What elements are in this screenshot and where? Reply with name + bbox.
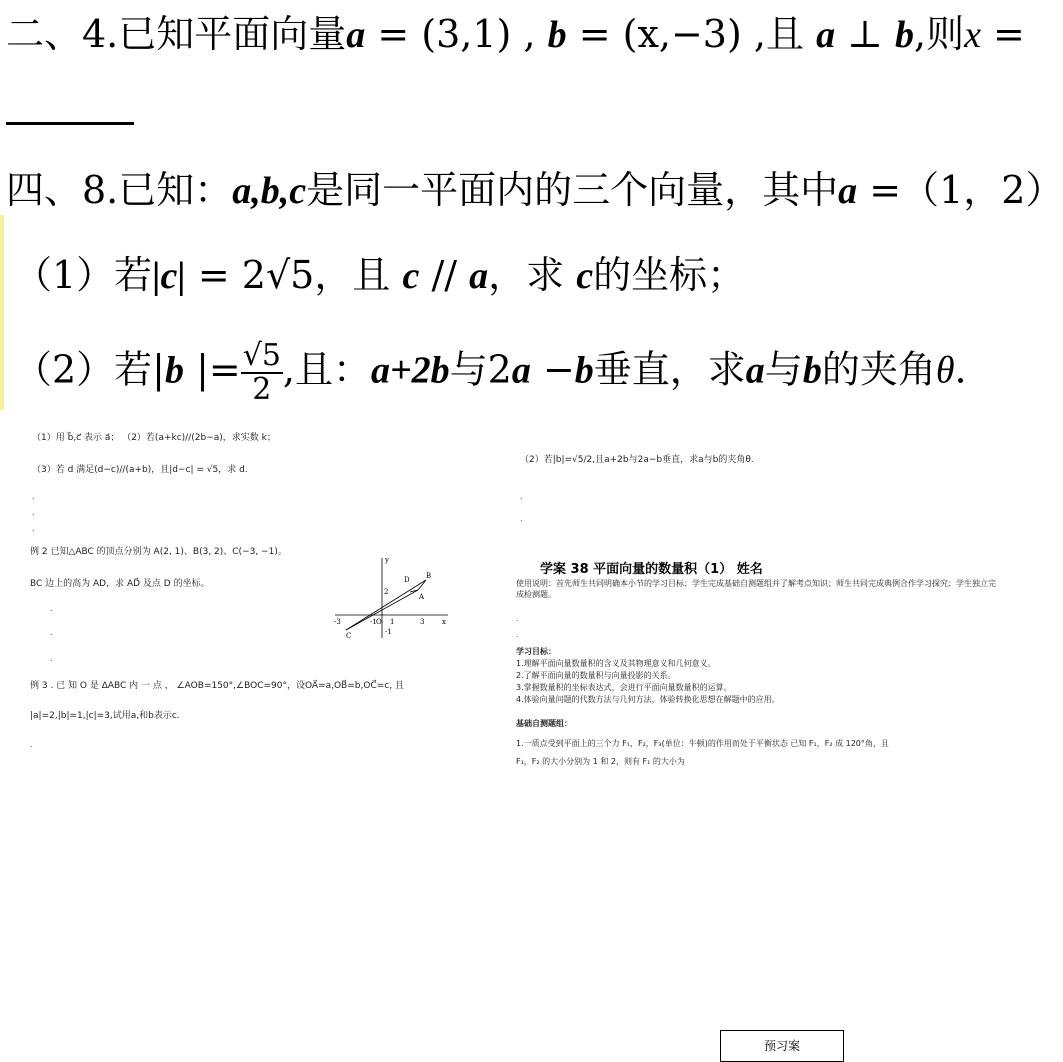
part2-minus: − [530,347,575,392]
goal-item: 1.理解平面向量数量积的含义及其物理意义和几何意义。 [516,659,716,668]
para-mark: . [32,524,35,533]
part1-label: （1）若 [14,253,153,297]
answer-blank-line [6,122,134,125]
q4-cond-b: b [894,14,914,56]
part2-vec-a2: a [511,349,531,392]
embedded-document [0,418,1024,1053]
example2-line1: 例 2 已知△ABC 的顶点分别为 A(2, 1)、B(3, 2)、C(−3, −1)。 [30,547,287,557]
para-mark: . [516,614,519,623]
graph-label: D [404,576,410,584]
example3-line1: 例 3 . 已 知 O 是 ΔABC 内 一 点 ， ∠AOB=150°,∠BOC=90°，设OA⃗=a,OB⃗=b,OC⃗=c, 且 [30,681,404,691]
q4-eq1: = (3,1) , [365,12,536,56]
lower-left-line1: （1）用 b⃗,c⃗ 表示 a⃗； （2）若(a+kc)//(2b−a)，求实数 k； [32,433,276,443]
graph-label: -1 [385,628,392,636]
goal-item: 4.体验向量问题的代数方法与几何方法，体验转换化思想在解题中的应用。 [516,695,780,704]
graph-label: O [376,618,382,626]
graph-label: 1 [390,618,395,626]
part2-text3: 垂直，求 [593,347,746,392]
graph-label: y [385,556,389,564]
graph-label: -1 [370,618,377,626]
q4-vec-b: b [547,14,567,56]
q4-line [6,12,1025,57]
graph-label: C [346,632,352,640]
part2-expr1: a+2b [371,349,450,392]
q4-text2: 且 [765,12,804,56]
part1-eq: = 2√5 [185,253,315,297]
part1-vec-c2: c [576,255,594,297]
part1-vec-c: c [402,255,420,297]
part2-fraction [241,340,283,406]
graph-label: -3 [334,618,341,626]
para-mark: . [50,604,53,613]
q4-vec-a: a [346,14,366,56]
part2-end: . [954,347,967,392]
q8-line [6,168,1063,213]
goal-item: 3.掌握数量积的坐标表达式，会进行平面向量数量积的运算。 [516,683,732,692]
worksheet-title: 学案 38 平面向量的数量积（1） 姓名 [540,562,763,577]
part2-abs-end: |= [183,347,241,392]
graph-label: A [419,593,425,601]
q8-abc: a,b,c [232,170,307,212]
q4-text3: ,则 [913,12,965,56]
q8-prefix: 四、8. [6,168,119,212]
para-mark: . [520,514,523,523]
q4-cond-a: a [816,14,836,56]
q4-eq3: = [980,12,1025,56]
left-accent-bar [0,215,4,410]
triangle-diagram [330,554,455,640]
lower-left-line2: （3）若 d 满足(d−c)//(a+b)，且|d−c| = √5，求 d. [32,465,248,475]
basic-title: 基础自测题组： [516,719,572,728]
goal-item: 2.了解平面向量的数量积与向量投影的关系。 [516,671,676,680]
part2-text5: 的夹角 [821,347,936,392]
q8-val: =（1，2） [857,168,1063,212]
part2-vec-b2: b [574,349,594,392]
part2-vec-a3: a [745,349,765,392]
basic-q1-line2: F₁，F₂ 的大小分别为 1 和 2，则有 F₁ 的大小为 [516,757,685,766]
part2-text1: ,且： [282,347,372,392]
para-mark: . [32,492,35,501]
q4-eq2: = (x,−3) , [566,12,766,56]
q8-text2: 是同一平面内的三个向量，其中 [306,168,839,212]
part2-label: （2）若| [14,347,165,392]
para-mark: . [50,654,53,663]
q8-vec-a: a [838,170,858,212]
side-ab [418,580,426,590]
para-mark: . [520,492,523,501]
graph-label: 3 [420,618,425,626]
part1-line [14,253,745,298]
fraction-numerator: √5 [242,338,281,373]
part2-text2: 与2 [449,347,512,392]
graph-label: B [426,572,432,580]
part2-vec-b3: b [802,349,822,392]
q4-text1: 已知平面向量 [118,12,347,56]
fraction-denominator: 2 [252,372,272,407]
usage-note: 使用说明：首先师生共同明确本小节的学习目标；学生完成基础自测题组并了解考点知识；师生共同完成典例合作学习探究；学生独立完成检测题。 [516,579,996,599]
q4-perp: ⊥ [835,12,895,56]
part2-text4: 与 [764,347,803,392]
preview-button[interactable]: 预习案 [720,1030,844,1062]
q8-text1: 已知： [118,168,233,212]
goals-title: 学习目标： [516,647,556,656]
para-mark: . [50,628,53,637]
part1-abs-c: |c| [152,255,186,297]
part1-vec-a: a [469,255,489,297]
para-mark: . [30,740,33,749]
q4-x: x [964,14,981,56]
q4-prefix: 二、4. [6,12,119,56]
part1-par: // [419,253,470,297]
part1-text2: ，求 [488,253,565,297]
lower-right-line1: （2）若|b|=√5/2,且a+2b与2a−b垂直，求a与b的夹角θ. [520,455,754,465]
example3-line2: |a|=2,|b|=1,|c|=3,试用a,和b表示c. [30,711,180,721]
example2-line2: BC 边上的高为 AD，求 AD⃗ 及点 D 的坐标。 [30,579,210,589]
para-mark: . [32,508,35,517]
graph-label: x [442,618,446,626]
part1-text1: ，且 [314,253,391,297]
para-mark: . [516,630,519,639]
part2-vec-b: b [164,349,184,392]
basic-q1-line1: 1.一质点受到平面上的三个力 F₁，F₂，F₃(单位：牛顿)的作用而处于平衡状态 已知 F₁，F₂ 成 120°角，且 [516,739,889,748]
part1-text3: 的坐标； [593,253,746,297]
part2-theta: θ [935,349,955,392]
graph-label: 2 [384,588,389,596]
part2-line [14,340,967,406]
